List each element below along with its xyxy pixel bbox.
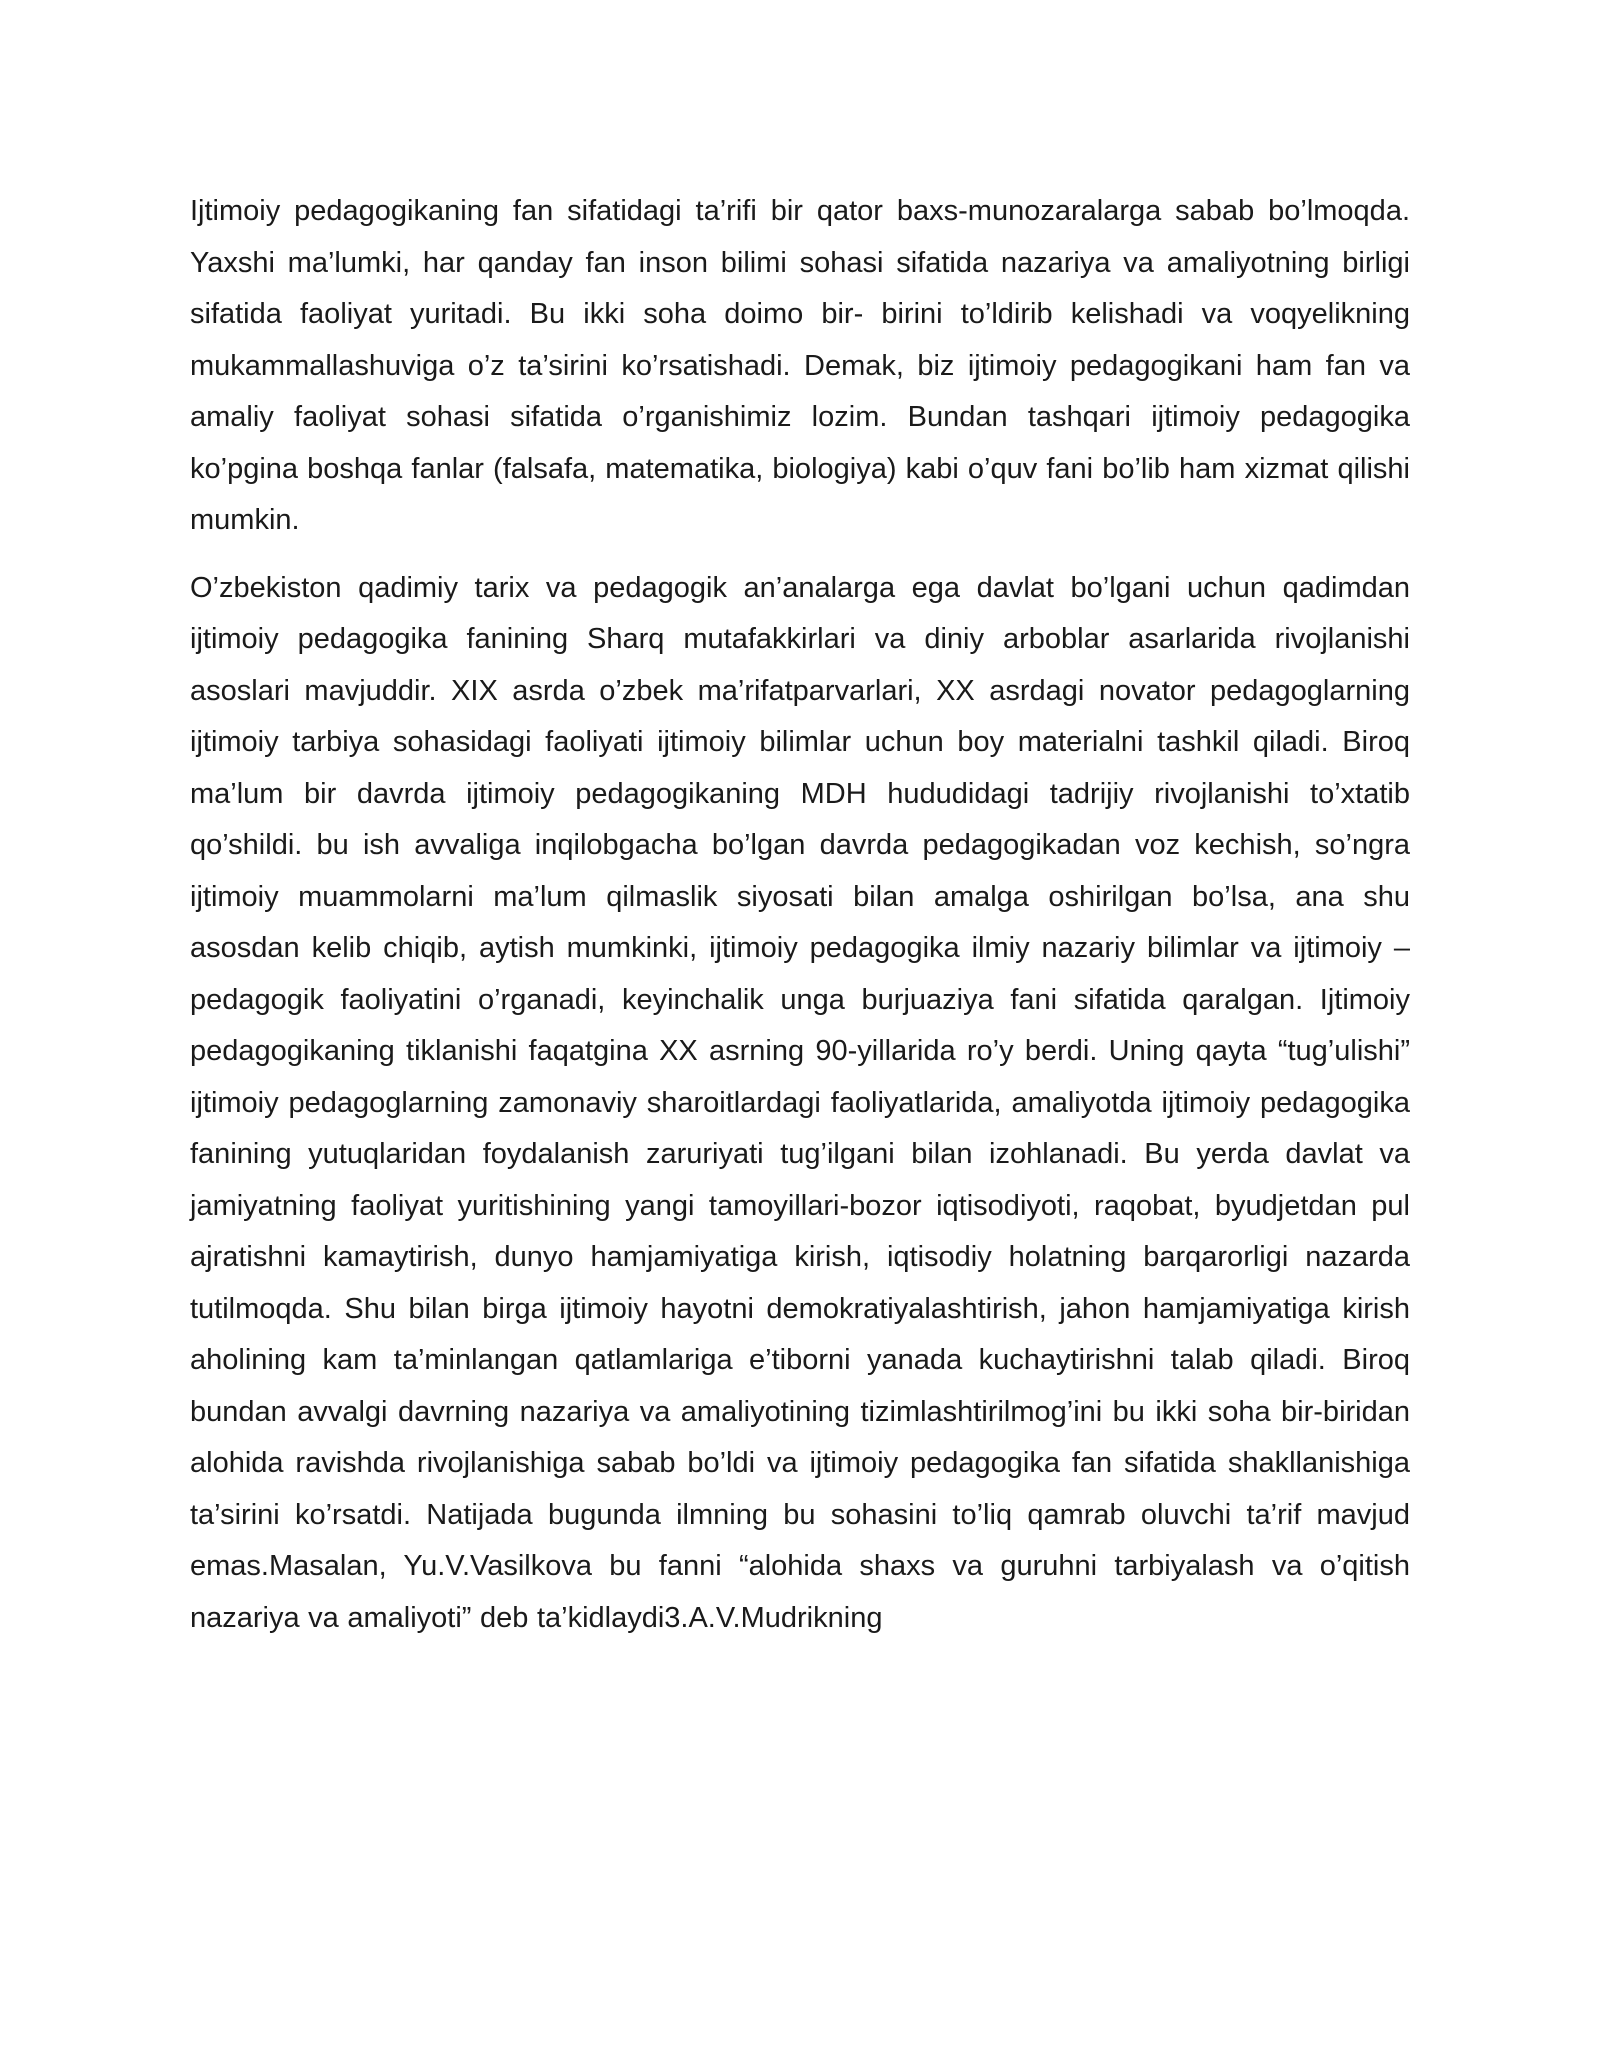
document-body — [190, 186, 1410, 1644]
paragraph-1: Ijtimoiy pedagogikaning fan sifatidagi ta’rifi bir qator baxs-munozaralarga sabab bo’lmoqda. Yaxshi ma’lumki, har qanday fan inson bilimi sohasi sifatida nazariya va amaliyotning birligi sifatida faoliyat yuritadi. Bu ikki soha doimo bir- birini to’ldirib kelishadi va voqyelikning mukammallashuviga o’z ta’sirini ko’rsatishadi. Demak, biz ijtimoiy pedagogikani ham fan va amaliy faoliyat sohasi sifatida o’rganishimiz lozim. Bundan tashqari ijtimoiy pedagogika ko’pgina boshqa fanlar (falsafa, matematika, biologiya) kabi o’quv fani bo’lib ham xizmat qilishi mumkin. — [190, 195, 1410, 536]
paragraph-2: O’zbekiston qadimiy tarix va pedagogik an’analarga ega davlat bo’lgani uchun qadimdan ijtimoiy pedagogika fanining Sharq mutafakkirlari va diniy arboblar asarlarida rivojlanishi asoslari mavjuddir. XIX asrda o’zbek ma’rifatparvarlari, XX asrdagi novator pedagoglarning ijtimoiy tarbiya sohasidagi faoliyati ijtimoiy bilimlar uchun boy materialni tashkil qiladi. Biroq ma’lum bir davrda ijtimoiy pedagogikaning MDH hududidagi tadrijiy rivojlanishi to’xtatib qo’shildi. bu ish avvaliga inqilobgacha bo’lgan davrda pedagogikadan voz kechish, so’ngra ijtimoiy muammolarni ma’lum qilmaslik siyosati bilan amalga oshirilgan bo’lsa, ana shu asosdan kelib chiqib, aytish mumkinki, ijtimoiy pedagogika ilmiy nazariy bilimlar va ijtimoiy –pedagogik faoliyatini o’rganadi, keyinchalik unga burjuaziya fani sifatida qaralgan. Ijtimoiy pedagogikaning tiklanishi faqatgina XX asrning 90-yillarida ro’y berdi. Uning qayta “tug’ulishi” ijtimoiy pedagoglarning zamonaviy sharoitlardagi faoliyatlarida, amaliyotda ijtimoiy pedagogika fanining yutuqlaridan foydalanish zaruriyati tug’ilgani bilan izohlanadi. Bu yerda davlat va jamiyatning faoliyat yuritishining yangi tamoyillari-bozor iqtisodiyoti, raqobat, byudjetdan pul ajratishni kamaytirish, dunyo hamjamiyatiga kirish, iqtisodiy holatning barqarorligi nazarda tutilmoqda. Shu bilan birga ijtimoiy hayotni demokratiyalashtirish, jahon hamjamiyatiga kirish aholining kam ta’minlangan qatlamlariga e’tiborni yanada kuchaytirishni talab qiladi. Biroq bundan avvalgi davrning nazariya va amaliyotining tizimlashtirilmog’ini bu ikki soha bir-biridan alohida ravishda rivojlanishiga sabab bo’ldi va ijtimoiy pedagogika fan sifatida shakllanishiga ta’sirini ko’rsatdi. Natijada bugunda ilmning bu sohasini to’liq qamrab oluvchi ta’rif mavjud emas.Masalan, Yu.V.Vasilkova bu fanni “alohida shaxs va guruhni tarbiyalash va o’qitish nazariya va amaliyoti” deb ta’kidlaydi3.A.V.Mudrikning — [190, 571, 1410, 1634]
